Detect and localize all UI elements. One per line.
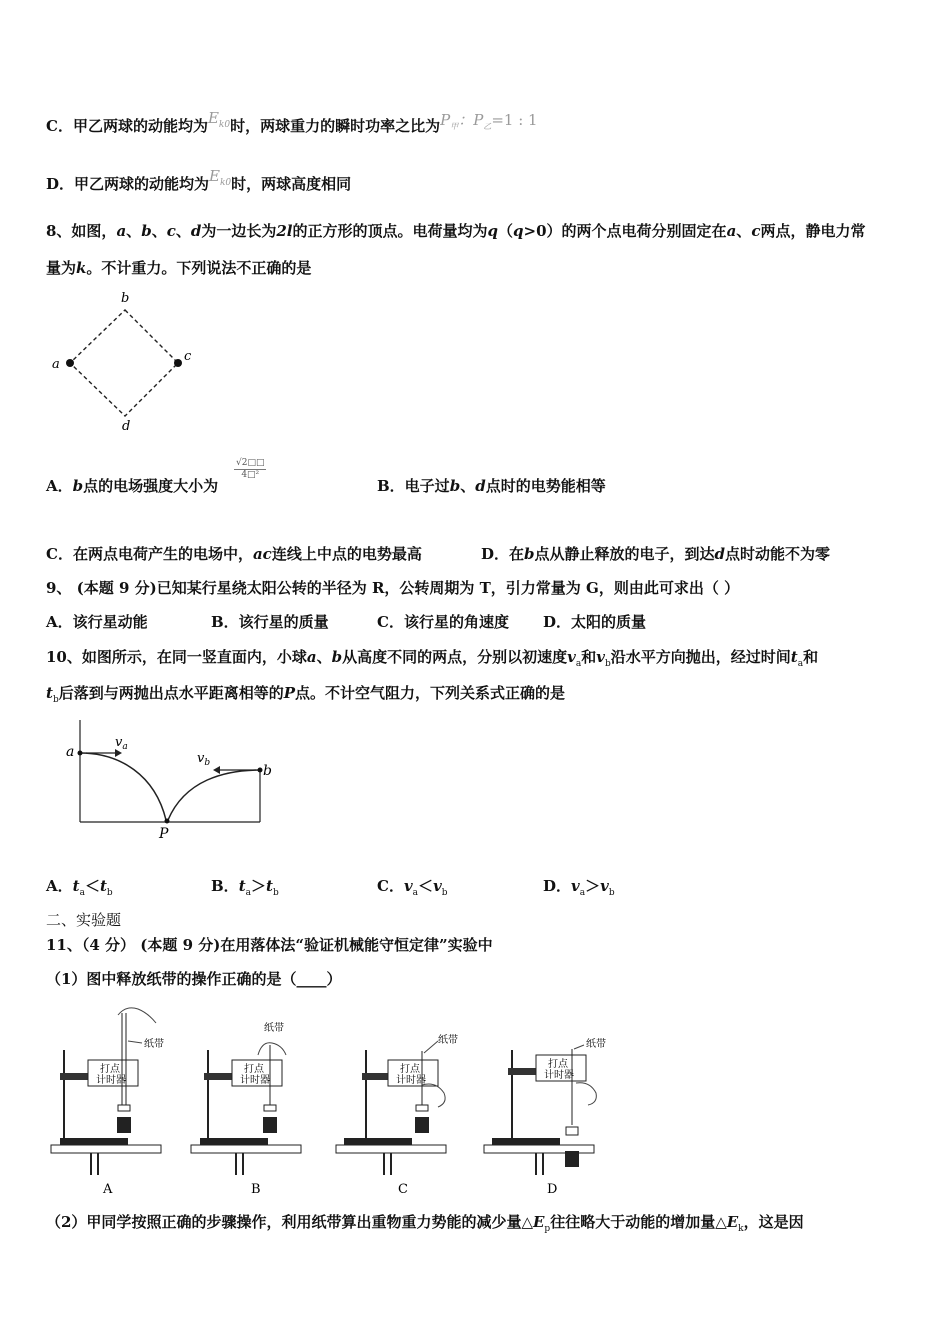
q10-point-P bbox=[165, 819, 170, 824]
q10-c-r: v bbox=[433, 877, 442, 895]
q10-arrow-vb-head bbox=[213, 766, 220, 774]
q10-a-r: t bbox=[99, 877, 107, 895]
q8-var-b: b bbox=[141, 222, 152, 240]
q10-projectile-diagram bbox=[60, 720, 290, 848]
q10-l2-b: 点。不计空气阻力，下列关系式正确的是 bbox=[295, 684, 566, 702]
q10-b-l: t bbox=[238, 877, 246, 895]
apparatus-a-weight bbox=[117, 1117, 131, 1133]
q10-d-l: v bbox=[571, 877, 580, 895]
q8-len: 2l bbox=[276, 222, 293, 240]
q10-tb-sub: b bbox=[52, 695, 59, 705]
q8-k: k bbox=[76, 259, 87, 277]
apparatus-b-timer-label-2: 计时器 bbox=[240, 1075, 270, 1086]
q10-label-va bbox=[115, 735, 128, 752]
apparatus-a-timer-label-1: 打点 bbox=[100, 1064, 120, 1075]
apparatus-d-clamp bbox=[508, 1068, 538, 1075]
q8-square bbox=[70, 310, 178, 416]
apparatus-c bbox=[336, 1033, 458, 1197]
q7-option-d[interactable] bbox=[46, 167, 352, 201]
q8-q2: q bbox=[513, 222, 524, 240]
apparatus-b-hand bbox=[258, 1043, 286, 1055]
q8-label-c: c bbox=[184, 349, 192, 364]
q10-l1-a: 10、如图所示，在同一竖直面内，小球 bbox=[46, 648, 307, 666]
q8-a-prefix: A． bbox=[46, 477, 73, 495]
q11-release-figure bbox=[46, 1005, 626, 1200]
apparatus-c-timer-label-2: 计时器 bbox=[396, 1075, 426, 1086]
q8-label-d: d bbox=[122, 419, 131, 434]
q11-ek-sub: k bbox=[738, 1224, 744, 1234]
q10-label-vb bbox=[197, 751, 210, 768]
q8-b-prefix: B．电子过 bbox=[377, 477, 450, 495]
apparatus-a-paper-label: 纸带 bbox=[144, 1039, 164, 1050]
q8-l1-e: >0）的两个点电荷分别固定在 bbox=[523, 222, 727, 240]
apparatus-b bbox=[191, 1021, 301, 1197]
q8-label-b: b bbox=[121, 291, 130, 306]
q8-c-ac: ac bbox=[252, 545, 272, 563]
q11-p2-a: （2）甲同学按照正确的步骤操作，利用纸带算出重物重力势能的减少量△ bbox=[46, 1213, 533, 1231]
q7-c-ratio bbox=[440, 111, 537, 129]
apparatus-d-timer-label-2: 计时器 bbox=[544, 1070, 574, 1081]
q11-part2 bbox=[46, 1212, 804, 1239]
apparatus-d-clip bbox=[566, 1127, 578, 1135]
q7-c-ek bbox=[207, 109, 231, 130]
q10-option-b[interactable] bbox=[211, 876, 279, 903]
q10-label-vb-v: v bbox=[197, 751, 205, 766]
q7-c-ratio-colon: ： bbox=[458, 111, 474, 129]
q10-b-r: t bbox=[266, 877, 273, 895]
q8-a-text: 点的电场强度大小为 bbox=[83, 477, 219, 495]
apparatus-b-base bbox=[200, 1138, 268, 1145]
q10-b-op: ＞ bbox=[251, 877, 267, 895]
q7-d-prefix: D．甲乙两球的动能均为 bbox=[46, 175, 210, 193]
q8-d-prefix: D．在 bbox=[481, 545, 525, 563]
q10-a-rs: b bbox=[106, 888, 113, 898]
q10-option-c[interactable] bbox=[377, 876, 448, 903]
q8-var-a: a bbox=[116, 222, 127, 240]
apparatus-b-caption: B bbox=[251, 1182, 261, 1197]
q11-ep: E bbox=[532, 1213, 545, 1231]
q8-a-b: b bbox=[72, 477, 84, 495]
q10-option-a[interactable] bbox=[46, 876, 113, 903]
q8-var-d: d bbox=[190, 222, 202, 240]
q10-va-sub: a bbox=[575, 659, 582, 669]
q8-b-b: b bbox=[449, 477, 461, 495]
q10-label-va-v: v bbox=[115, 735, 123, 750]
apparatus-a-hand bbox=[118, 1008, 156, 1023]
q10-l2-a: 后落到与两抛出点水平距离相等的 bbox=[58, 684, 284, 702]
q7-c-ek-symbol: E bbox=[207, 109, 219, 127]
q10-P: P bbox=[283, 684, 295, 702]
apparatus-a-clamp bbox=[60, 1073, 90, 1080]
q9-option-a[interactable]: A．该行星动能 bbox=[46, 613, 148, 631]
q10-l1-c: 和 bbox=[581, 648, 597, 666]
q8-l1-c: 的正方形的顶点。电荷量均为 bbox=[292, 222, 488, 240]
q8-b-sep: 、 bbox=[460, 477, 476, 495]
q10-arrow-va-head bbox=[115, 749, 122, 757]
q10-label-b: b bbox=[263, 763, 272, 779]
q11-ek: E bbox=[726, 1213, 739, 1231]
q9-stem: 9、 (本题 9 分)已知某行星绕太阳公转的半径为 R，公转周期为 T，引力常量为 G，则由此可求出（ ） bbox=[46, 579, 740, 597]
q7-d-suffix: 时，两球高度相同 bbox=[231, 175, 352, 193]
q10-a-l: t bbox=[72, 877, 80, 895]
apparatus-d-paper-leader bbox=[574, 1045, 584, 1049]
apparatus-b-weight bbox=[263, 1117, 277, 1133]
apparatus-a-timer-label-2: 计时器 bbox=[96, 1075, 126, 1086]
apparatus-b-clamp bbox=[204, 1073, 234, 1080]
apparatus-b-clip bbox=[264, 1105, 276, 1111]
q7-option-c[interactable] bbox=[46, 109, 538, 143]
apparatus-a bbox=[51, 1008, 164, 1197]
q8-sep1: 、 bbox=[126, 222, 142, 240]
q7-d-ek-symbol: E bbox=[209, 167, 220, 185]
q8-option-a-fraction bbox=[234, 458, 266, 481]
q8-q: q bbox=[487, 222, 499, 240]
q10-b-ls: a bbox=[245, 888, 251, 898]
q10-a-ls: a bbox=[79, 888, 85, 898]
q7-d-ek-sub: k0 bbox=[219, 178, 232, 188]
q10-label-va-sub: a bbox=[122, 742, 128, 752]
q8-l1-d: （ bbox=[498, 222, 514, 240]
q10-a-prefix: A． bbox=[46, 877, 73, 895]
q8-l1-b: 为一边长为 bbox=[201, 222, 277, 240]
apparatus-d-paper-label: 纸带 bbox=[586, 1039, 606, 1050]
q10-b: b bbox=[331, 648, 343, 666]
q8-d-b: b bbox=[524, 545, 535, 563]
q8-b-text: 点时的电势能相等 bbox=[485, 477, 606, 495]
q10-option-d[interactable] bbox=[543, 876, 615, 903]
q10-point-a bbox=[78, 751, 83, 756]
q7-c-ratio-value: =1 : 1 bbox=[491, 111, 538, 129]
apparatus-d-weight bbox=[565, 1151, 579, 1167]
q10-ta: t bbox=[790, 648, 798, 666]
q10-a-op: ＜ bbox=[84, 877, 100, 895]
q10-va: v bbox=[567, 648, 576, 666]
apparatus-d-caption: D bbox=[547, 1182, 558, 1197]
q7-d-ek bbox=[209, 167, 232, 188]
q10-stem-line1 bbox=[46, 647, 818, 674]
q10-point-b bbox=[258, 768, 263, 773]
apparatus-b-table bbox=[191, 1145, 301, 1153]
q7-c-ratio-s2: 乙 bbox=[483, 122, 492, 131]
apparatus-a-paper-leader bbox=[128, 1041, 142, 1043]
q8-a-numerator: √2□□ bbox=[236, 458, 265, 468]
q10-d-op: ＞ bbox=[585, 877, 601, 895]
apparatus-d-hand bbox=[576, 1083, 596, 1105]
q10-a: a bbox=[306, 648, 317, 666]
q10-l1-e: 和 bbox=[803, 648, 819, 666]
apparatus-b-paper-label: 纸带 bbox=[264, 1023, 284, 1034]
q10-tb: t bbox=[46, 684, 53, 702]
q8-sep2: 、 bbox=[151, 222, 167, 240]
q10-vb: v bbox=[596, 648, 605, 666]
q9-option-b[interactable]: B．该行星的质量 bbox=[211, 613, 329, 631]
q10-ta-sub: a bbox=[797, 659, 804, 669]
q10-c-prefix: C． bbox=[377, 877, 404, 895]
q10-vb-sub: b bbox=[604, 659, 611, 669]
q8-sep4: 、 bbox=[736, 222, 752, 240]
q10-d-r: v bbox=[600, 877, 609, 895]
q10-c-ls: a bbox=[412, 888, 419, 898]
q8-option-a[interactable] bbox=[46, 476, 218, 496]
apparatus-b-timer-label-1: 打点 bbox=[244, 1064, 264, 1075]
q10-stem-line2 bbox=[46, 683, 565, 710]
q8-stem-line2 bbox=[46, 258, 311, 278]
q10-l1-b: 从高度不同的两点，分别以初速度 bbox=[342, 648, 568, 666]
q10-c-l: v bbox=[403, 877, 413, 895]
q8-a2: a bbox=[726, 222, 737, 240]
apparatus-c-caption: C bbox=[398, 1182, 408, 1197]
q10-l1-d: 沿水平方向抛出，经过时间 bbox=[610, 648, 791, 666]
q11-p2-b: 往往略大于动能的增加量△ bbox=[550, 1213, 727, 1231]
q10-d-ls: a bbox=[579, 888, 586, 898]
apparatus-c-table bbox=[336, 1145, 446, 1153]
q7-c-ratio-p1: P bbox=[440, 111, 451, 129]
apparatus-c-hand bbox=[422, 1084, 445, 1107]
q7-c-mid: 时，两球重力的瞬时功率之比为 bbox=[230, 117, 441, 135]
q8-c2: c bbox=[751, 222, 761, 240]
q8-l1-a: 8、如图， bbox=[46, 222, 117, 240]
q8-a-denominator: 4□² bbox=[241, 470, 260, 480]
q9-option-c[interactable]: C．该行星的角速度 bbox=[377, 613, 509, 631]
q7-c-prefix: C．甲乙两球的动能均为 bbox=[46, 117, 208, 135]
q8-charge-a bbox=[66, 359, 74, 367]
q10-d-rs: b bbox=[608, 888, 615, 898]
q8-stem-line1 bbox=[46, 221, 865, 241]
apparatus-d-timer-label-1: 打点 bbox=[548, 1059, 568, 1070]
apparatus-a-table bbox=[51, 1145, 161, 1153]
q8-c-text: 连线上中点的电势最高 bbox=[271, 545, 422, 563]
q10-label-a: a bbox=[66, 744, 75, 760]
apparatus-a-clip bbox=[118, 1105, 130, 1111]
q11-p2-c: ，这是因 bbox=[743, 1213, 804, 1231]
apparatus-c-paper-label: 纸带 bbox=[438, 1035, 458, 1046]
q8-l1-f: 两点，静电力常 bbox=[760, 222, 866, 240]
apparatus-c-clip bbox=[416, 1105, 428, 1111]
q8-sep3: 、 bbox=[175, 222, 191, 240]
q10-trajectory-a bbox=[80, 753, 166, 820]
q8-var-c: c bbox=[166, 222, 176, 240]
apparatus-d bbox=[484, 1037, 606, 1197]
q8-option-c[interactable] bbox=[46, 544, 422, 564]
q10-b-prefix: B． bbox=[211, 877, 239, 895]
apparatus-c-weight bbox=[415, 1117, 429, 1133]
q8-c-prefix: C．在两点电荷产生的电场中， bbox=[46, 545, 253, 563]
q8-d-d: d bbox=[714, 545, 726, 563]
q10-c-rs: b bbox=[441, 888, 448, 898]
apparatus-c-base bbox=[344, 1138, 412, 1145]
q9-option-d[interactable]: D．太阳的质量 bbox=[543, 613, 647, 631]
q8-charge-c bbox=[174, 359, 182, 367]
q8-label-a: a bbox=[52, 357, 60, 372]
q8-l2-a: 量为 bbox=[46, 259, 77, 277]
section-heading: 二、实验题 bbox=[46, 911, 122, 929]
q8-option-d[interactable] bbox=[481, 544, 830, 564]
apparatus-c-timer-label-1: 打点 bbox=[400, 1064, 420, 1075]
q8-option-b[interactable] bbox=[377, 476, 606, 496]
q10-label-vb-sub: b bbox=[204, 758, 211, 768]
q11-part1: （1）图中释放纸带的操作正确的是（____） bbox=[46, 970, 342, 988]
q10-b-rs: b bbox=[272, 888, 279, 898]
q8-l2-b: 。不计重力。下列说法不正确的是 bbox=[86, 259, 312, 277]
q8-square-diagram bbox=[48, 288, 198, 438]
apparatus-c-paper-leader bbox=[424, 1041, 438, 1053]
q10-label-P: P bbox=[159, 826, 169, 842]
q7-c-ratio-p2: P bbox=[473, 111, 484, 129]
q11-ep-sub: p bbox=[544, 1224, 551, 1234]
apparatus-d-base bbox=[492, 1138, 560, 1145]
apparatus-a-caption: A bbox=[103, 1182, 113, 1197]
q8-d-text: 点时动能不为零 bbox=[725, 545, 831, 563]
q7-c-ratio-s1: 甲 bbox=[450, 122, 459, 131]
q10-sep: 、 bbox=[316, 648, 332, 666]
q10-c-op: ＜ bbox=[418, 877, 434, 895]
q8-d-mid: 点从静止释放的电子，到达 bbox=[534, 545, 715, 563]
q10-d-prefix: D． bbox=[543, 877, 572, 895]
q11-stem: 11、（4 分） (本题 9 分)在用落体法“验证机械能守恒定律”实验中 bbox=[46, 936, 493, 954]
q10-trajectory-b bbox=[168, 770, 260, 820]
apparatus-a-base bbox=[60, 1138, 128, 1145]
q7-c-ek-sub: k0 bbox=[218, 120, 231, 130]
q8-b-d: d bbox=[475, 477, 486, 495]
